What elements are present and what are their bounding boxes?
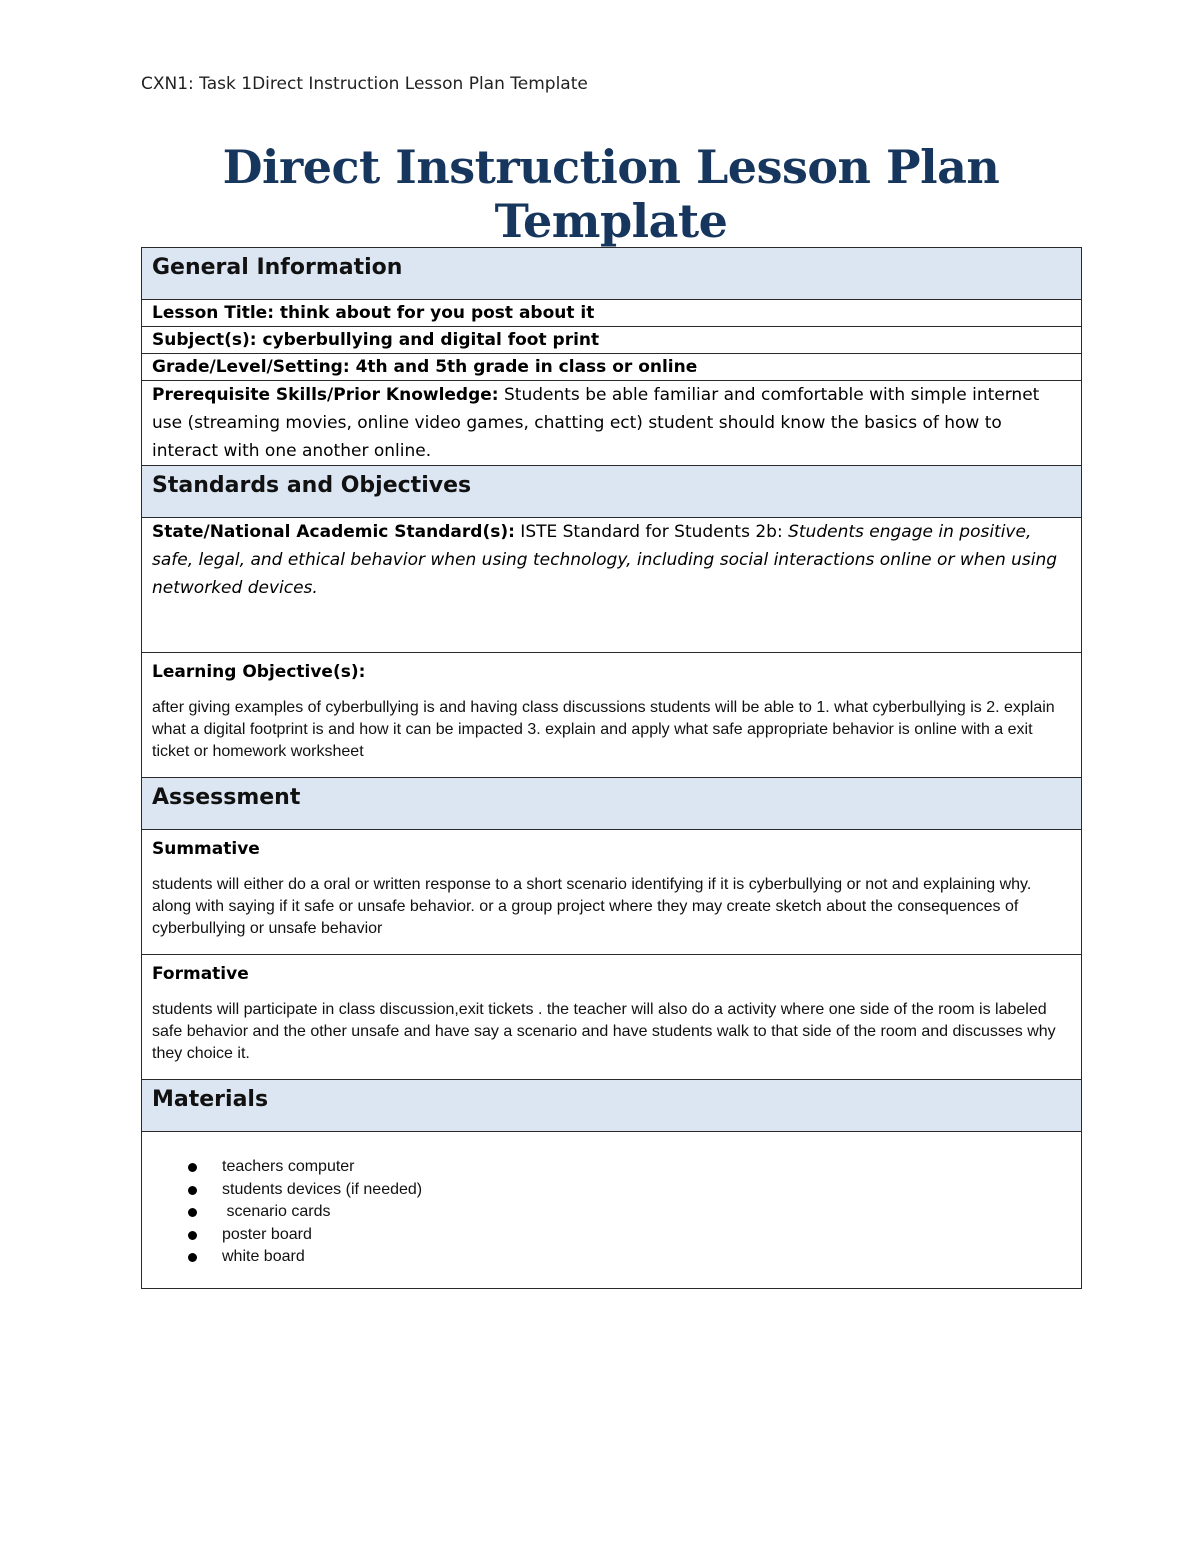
list-item [188,1201,1071,1224]
material-item-label: teachers computer [222,1158,355,1175]
formative-row [142,955,1082,1080]
prerequisite-skills-row [142,381,1082,466]
assessment-heading: Assessment [152,785,301,810]
subjects-label: Subject(s): [152,330,257,350]
formative-value: students will participate in class discussion,exit tickets . the teacher will also do a activity where one side of the room is labeled safe behavior and the other unsafe and have say a scenario and have students walk to that side of the room and discusses why they choice it. [152,1001,1056,1062]
prerequisite-skills-value: Students be able familiar and comfortable with simple internet use (streaming movies, online video games, chatting ect) student should know the basics of how to interact with one another online. [152,385,1040,461]
subjects-row [142,327,1082,354]
summative-row [142,830,1082,955]
material-item-label: white board [222,1248,305,1265]
learning-objectives-row [142,653,1082,778]
subjects-value: cyberbullying and digital foot print [256,330,600,350]
material-item-label: scenario cards [222,1203,331,1220]
academic-standards-description: Students engage in positive, safe, legal, and ethical behavior when using technology, including social interactions online or when using networked devices. [152,522,1058,598]
materials-heading: Materials [152,1087,269,1112]
document-title-line-2: Template [494,194,728,248]
running-header: CXN1: Task 1Direct Instruction Lesson Plan Template [141,74,588,94]
material-item-label: students devices (if needed) [222,1180,423,1198]
grade-level-row [142,354,1082,381]
general-information-header-row [142,248,1082,300]
assessment-header-row [142,778,1082,830]
list-item [188,1179,1071,1202]
material-item-label: poster board [222,1225,312,1243]
list-item [188,1224,1071,1247]
lesson-title-row [142,300,1082,327]
summative-label: Summative [152,839,260,859]
academic-standards-value: ISTE Standard for Students 2b: [514,522,789,542]
summative-value: students will either do a oral or written response to a short scenario identifying if it is cyberbullying or not and explaining why. along with saying if it safe or unsafe behavior. or a group project where they may create sketch about the consequences of cyberbullying or unsafe behavior [152,876,1032,937]
learning-objectives-label: Learning Objective(s): [152,662,366,682]
standards-objectives-heading: Standards and Objectives [152,473,472,498]
bullet-icon [188,1253,197,1262]
list-item [188,1246,1071,1269]
general-information-heading: General Information [152,255,403,280]
document-title-line-1: Direct Instruction Lesson Plan [222,140,1000,194]
bullet-icon [188,1208,197,1217]
list-item [188,1156,1071,1179]
materials-row [142,1132,1082,1289]
grade-level-value: 4th and 5th grade in class or online [349,357,698,377]
materials-header-row [142,1080,1082,1132]
materials-list [152,1132,1071,1283]
lesson-title-value: think about for you post about it [274,303,595,323]
academic-standards-label: State/National Academic Standard(s): [152,522,515,542]
document-title [141,140,1081,248]
grade-level-label: Grade/Level/Setting: [152,357,350,377]
lesson-title-label: Lesson Title: [152,303,275,323]
lesson-plan-table [141,247,1082,1289]
academic-standards-row [142,518,1082,653]
bullet-icon [188,1163,197,1172]
formative-label: Formative [152,964,249,984]
bullet-icon [188,1186,197,1195]
prerequisite-skills-label: Prerequisite Skills/Prior Knowledge: [152,385,499,405]
standards-objectives-header-row [142,466,1082,518]
learning-objectives-value: after giving examples of cyberbullying is and having class discussions students will be able to 1. what cyberbullying is 2. explain what a digital footprint is and how it can be impacted 3. explain and apply what safe appropriate behavior is online with a exit ticket or homework worksheet [152,699,1055,760]
bullet-icon [188,1231,197,1240]
